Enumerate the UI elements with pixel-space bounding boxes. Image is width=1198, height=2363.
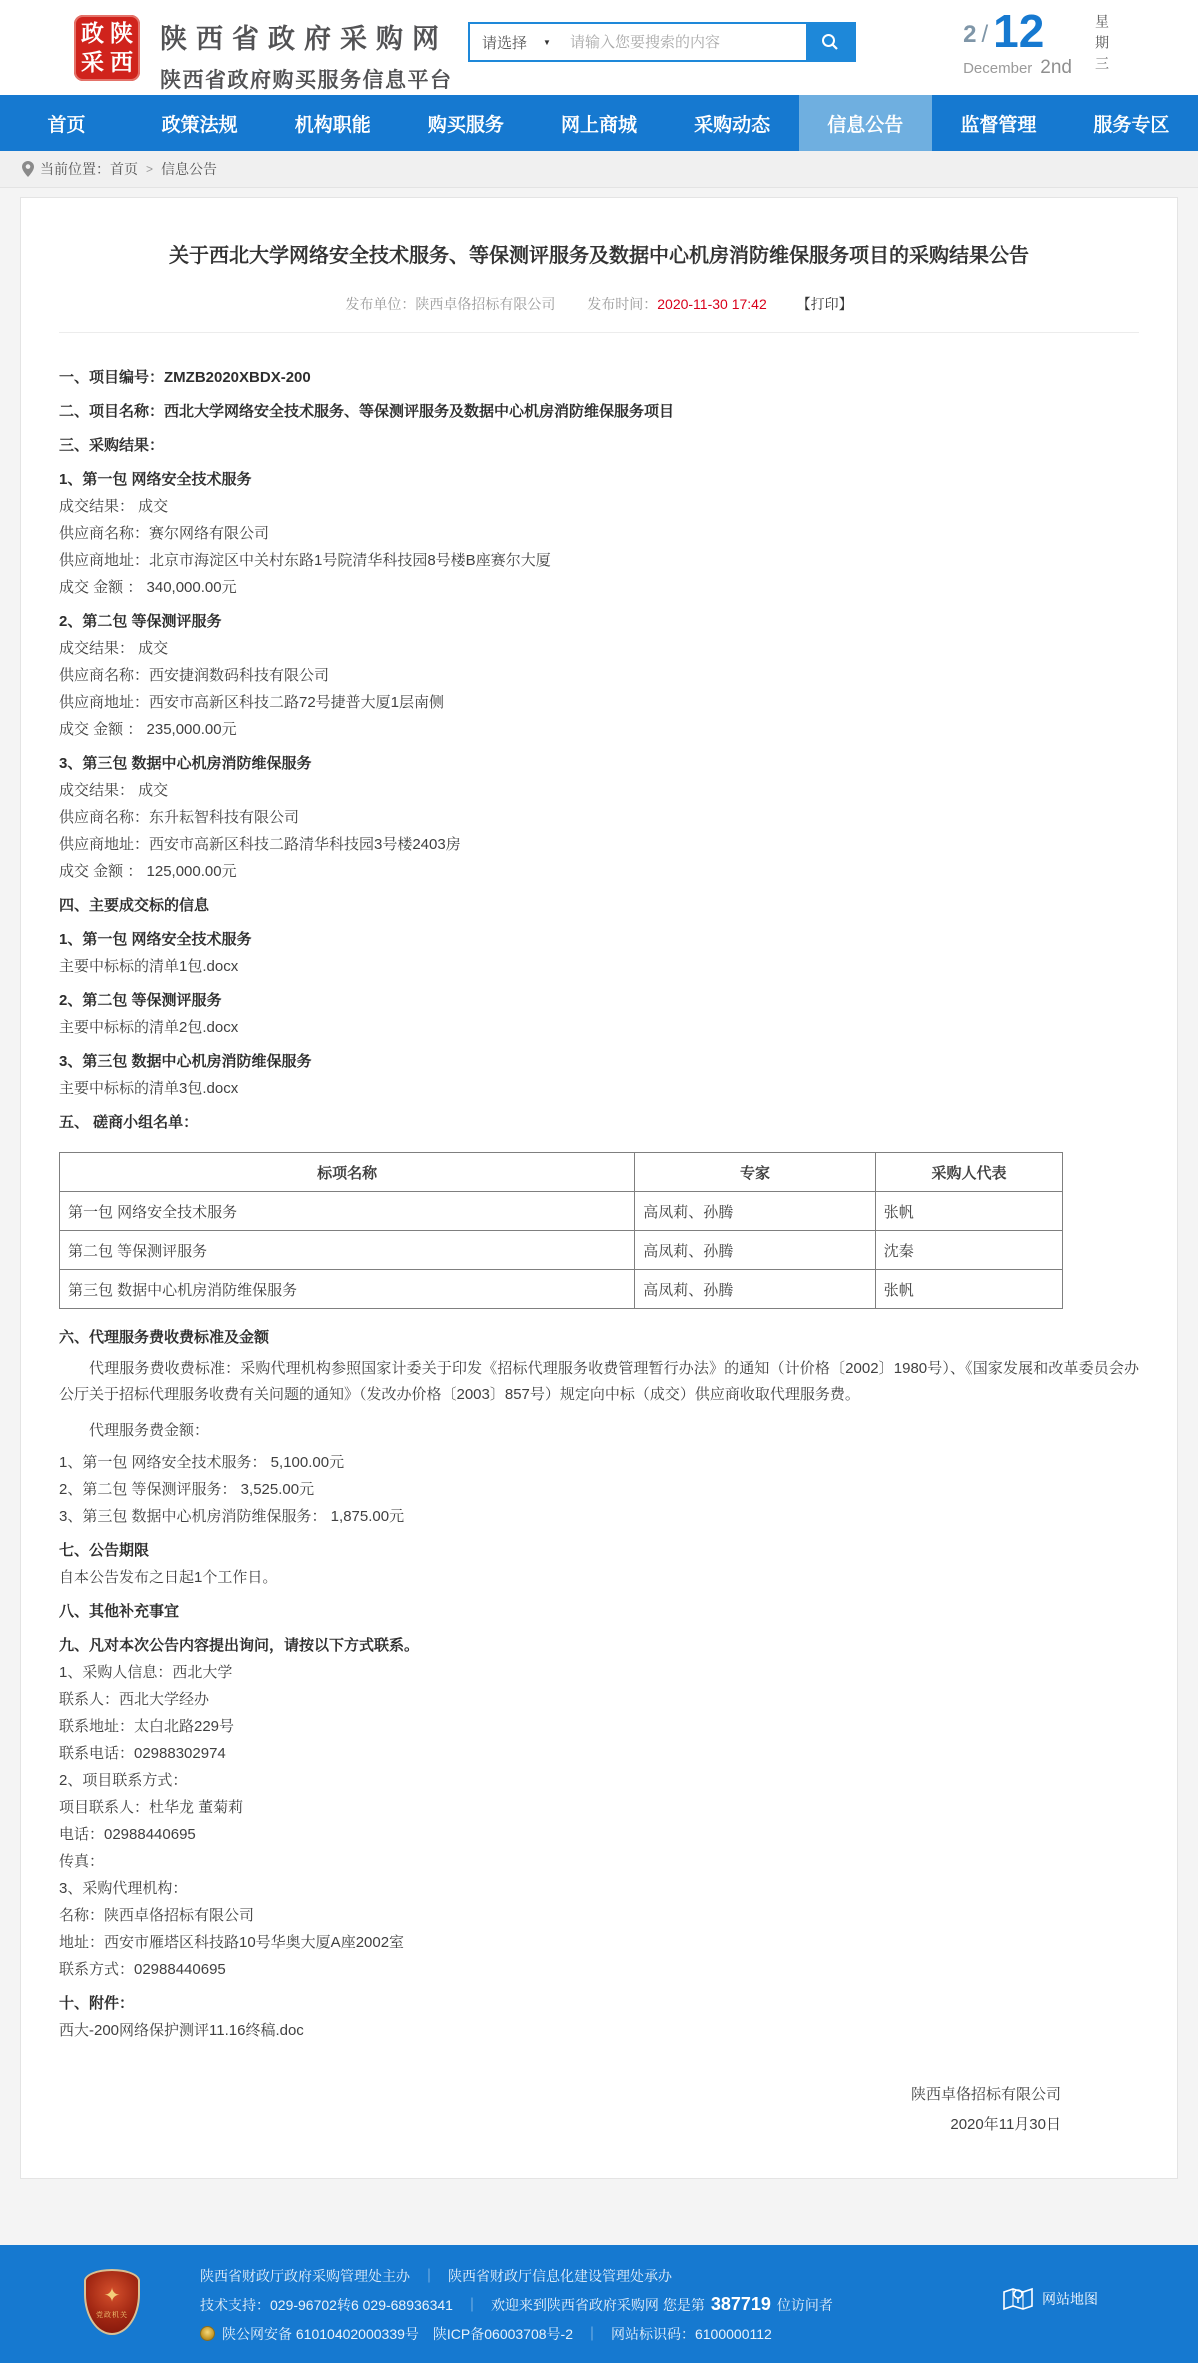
footer-visitor-suffix: 位访问者 bbox=[776, 2296, 833, 2313]
date-ordinal: 2nd bbox=[1040, 57, 1072, 78]
cell-lot-name: 第三包 数据中心机房消防维保服务 bbox=[60, 1270, 635, 1309]
nav-item[interactable]: 网上商城 bbox=[560, 114, 637, 136]
cell-lot-name: 第二包 等保测评服务 bbox=[60, 1231, 635, 1270]
article-paragraph: 成交结果： 成交 bbox=[59, 782, 169, 799]
breadcrumb-current[interactable]: 信息公告 bbox=[161, 161, 218, 177]
sitemap-button[interactable] bbox=[1002, 2285, 1098, 2313]
seal-char: 采 bbox=[81, 49, 104, 75]
nav-item[interactable]: 首页 bbox=[47, 114, 86, 136]
article-paragraph: 电话：02988440695 bbox=[59, 1826, 196, 1843]
footer-separator: ｜ bbox=[422, 2267, 436, 2284]
article-paragraph: 自本公告发布之日起1个工作日。 bbox=[59, 1569, 278, 1586]
article-paragraph: 供应商名称：东升耘智科技有限公司 bbox=[59, 809, 300, 826]
nav-item[interactable]: 信息公告 bbox=[799, 95, 932, 151]
search-bar bbox=[468, 22, 856, 62]
search-category-select[interactable] bbox=[470, 24, 564, 60]
seal-char: 西 bbox=[110, 49, 133, 75]
shield-emblem-icon: ✦ bbox=[103, 2284, 121, 2307]
footer-line-1 bbox=[200, 2261, 833, 2290]
breadcrumb bbox=[0, 151, 1198, 188]
footer-undertaker-link[interactable]: 陕西省财政厅信息化建设管理处承办 bbox=[448, 2267, 672, 2284]
article-paragraph: 供应商地址：北京市海淀区中关村东路1号院清华科技园8号楼B座赛尔大厦 bbox=[59, 552, 551, 569]
publish-time-value: 2020-11-30 17:42 bbox=[657, 296, 767, 312]
table-body bbox=[60, 1192, 1063, 1309]
article-paragraph: 传真： bbox=[59, 1853, 105, 1870]
date-month-name: December bbox=[963, 60, 1033, 77]
cell-purchaser-rep: 沈秦 bbox=[875, 1231, 1063, 1270]
article-paragraph[interactable]: 主要中标标的清单3包.docx bbox=[59, 1080, 239, 1097]
cell-purchaser-rep: 张帆 bbox=[875, 1270, 1063, 1309]
site-footer bbox=[0, 2245, 1198, 2363]
seal-char: 政 bbox=[81, 20, 104, 46]
article-paragraph: 2、第二包 等保测评服务： 3,525.00元 bbox=[59, 1481, 315, 1498]
article-paragraph: 供应商名称：赛尔网络有限公司 bbox=[59, 525, 270, 542]
article-paragraph: 名称：陕西卓佫招标有限公司 bbox=[59, 1907, 255, 1924]
site-seal-logo bbox=[74, 15, 140, 81]
article-paragraph: 1、第一包 网络安全技术服务 bbox=[59, 471, 252, 488]
cell-purchaser-rep: 张帆 bbox=[875, 1192, 1063, 1231]
article-paragraph: 八、其他补充事宜 bbox=[59, 1603, 180, 1620]
nav-item[interactable]: 机构职能 bbox=[294, 114, 371, 136]
article-paragraph: 六、代理服务费收费标准及金额 bbox=[59, 1329, 270, 1346]
page-title: 关于西北大学网络安全技术服务、等保测评服务及数据中心机房消防维保服务项目的采购结果公告 bbox=[169, 245, 1029, 267]
chevron-down-icon: ▼ bbox=[543, 37, 551, 47]
signature-block bbox=[59, 2080, 1139, 2140]
article-sections-pre-table bbox=[59, 357, 1139, 1136]
site-title: 陕西省政府采购网 bbox=[160, 24, 448, 54]
table-header-cell: 采购人代表 bbox=[875, 1153, 1063, 1192]
print-button[interactable]: 【打印】 bbox=[796, 296, 853, 312]
shield-label: 党政机关 bbox=[96, 2311, 128, 2319]
table-header-row bbox=[60, 1153, 1063, 1192]
article-paragraph[interactable]: 主要中标标的清单2包.docx bbox=[59, 1019, 239, 1036]
cell-experts: 高凤莉、孙腾 bbox=[635, 1270, 876, 1309]
footer-tech-support: 技术支持：029-96702转6 029-68936341 bbox=[200, 2296, 453, 2313]
article-paragraph: 十、附件： bbox=[59, 1995, 135, 2012]
article-paragraph: 联系电话：02988302974 bbox=[59, 1745, 226, 1762]
footer-organizer-link[interactable]: 陕西省财政厅政府采购管理处主办 bbox=[200, 2267, 410, 2284]
article-paragraph: 联系方式：02988440695 bbox=[59, 1961, 226, 1978]
signature-date: 2020年11月30日 bbox=[950, 2116, 1061, 2133]
government-shield-logo bbox=[84, 2269, 140, 2335]
article-paragraph: 联系地址：太白北路229号 bbox=[59, 1718, 235, 1735]
article-paragraph: 联系人：西北大学经办 bbox=[59, 1691, 210, 1708]
cell-experts: 高凤莉、孙腾 bbox=[635, 1192, 876, 1231]
article-paragraph: 成交 金额 ： 235,000.00元 bbox=[59, 721, 237, 738]
article-paragraph: 1、第一包 网络安全技术服务： 5,100.00元 bbox=[59, 1454, 345, 1471]
table-row bbox=[60, 1270, 1063, 1309]
nav-item[interactable]: 政策法规 bbox=[161, 114, 238, 136]
article-paragraph: 四、主要成交标的信息 bbox=[59, 897, 210, 914]
breadcrumb-label: 当前位置： bbox=[40, 161, 110, 177]
footer-site-code: 网站标识码：6100000112 bbox=[610, 2325, 772, 2342]
article-paragraph: 一、项目编号：ZMZB2020XBDX-200 bbox=[59, 369, 311, 386]
visitor-count: 387719 bbox=[710, 2294, 771, 2314]
footer-separator: ｜ bbox=[584, 2325, 599, 2342]
date-widget bbox=[963, 5, 1152, 79]
search-icon bbox=[820, 32, 840, 52]
evaluation-panel-table bbox=[59, 1152, 1063, 1309]
site-subtitle: 陕西省政府购买服务信息平台 bbox=[160, 69, 453, 92]
footer-text-block bbox=[200, 2261, 833, 2348]
search-select-label: 请选择 bbox=[482, 34, 528, 52]
article-paragraph: 地址：西安市雁塔区科技路10号华奥大厦A座2002室 bbox=[59, 1934, 405, 1951]
article-paragraph: 1、采购人信息：西北大学 bbox=[59, 1664, 233, 1681]
article-paragraph: 3、第三包 数据中心机房消防维保服务 bbox=[59, 1053, 312, 1070]
article-paragraph: 成交结果： 成交 bbox=[59, 640, 169, 657]
site-header bbox=[0, 0, 1198, 95]
article-meta bbox=[59, 294, 1139, 333]
article-paragraph: 2、项目联系方式： bbox=[59, 1772, 188, 1789]
article-paragraph[interactable]: 主要中标标的清单1包.docx bbox=[59, 958, 239, 975]
article-paragraph: 代理服务费收费标准：采购代理机构参照国家计委关于印发《招标代理服务收费管理暂行办法》的通知（计价格〔2002〕1980号）、《国家发展和改革委员会办公厅关于招标代理服务收费有关问题的通知》（发改办价格〔2003〕857号）规定向中标（成交）供应商收取代理服务费。 bbox=[59, 1360, 1139, 1403]
table-header-cell: 标项名称 bbox=[60, 1153, 635, 1192]
article-paragraph: 成交 金额 ： 340,000.00元 bbox=[59, 579, 237, 596]
article-paragraph: 项目联系人：杜华龙 董菊莉 bbox=[59, 1799, 244, 1816]
footer-beian-link[interactable]: 陕公网安备 61010402000339号 bbox=[222, 2325, 419, 2342]
nav-item[interactable]: 监督管理 bbox=[960, 114, 1037, 136]
nav-item[interactable]: 购买服务 bbox=[427, 114, 504, 136]
table-row bbox=[60, 1192, 1063, 1231]
location-pin-icon bbox=[22, 161, 34, 177]
article-paragraph: 3、第三包 数据中心机房消防维保服务： 1,875.00元 bbox=[59, 1508, 405, 1525]
footer-line-3 bbox=[200, 2319, 833, 2348]
sitemap-map-icon bbox=[1002, 2285, 1034, 2313]
article-paragraph: 成交结果： 成交 bbox=[59, 498, 169, 515]
article-paragraph: 3、第三包 数据中心机房消防维保服务 bbox=[59, 755, 312, 772]
article-paragraph: 2、第二包 等保测评服务 bbox=[59, 992, 222, 1009]
article-paragraph: 1、第一包 网络安全技术服务 bbox=[59, 931, 252, 948]
table-header-cell: 专家 bbox=[635, 1153, 876, 1192]
breadcrumb-home[interactable]: 首页 bbox=[110, 161, 138, 177]
site-titles bbox=[160, 17, 453, 94]
article-paragraph[interactable]: 西大-200网络保护测评11.16终稿.doc bbox=[59, 2022, 304, 2039]
date-subline bbox=[963, 57, 1072, 79]
publish-unit-value: 陕西卓佫招标有限公司 bbox=[415, 296, 556, 312]
table-row bbox=[60, 1231, 1063, 1270]
article-paragraph: 供应商名称：西安捷润数码科技有限公司 bbox=[59, 667, 330, 684]
search-input[interactable] bbox=[564, 24, 806, 60]
publish-unit-label: 发布单位： bbox=[345, 296, 416, 312]
article-paragraph: 供应商地址：西安市高新区科技二路72号捷普大厦1层南侧 bbox=[59, 694, 445, 711]
article-paragraph: 成交 金额 ： 125,000.00元 bbox=[59, 863, 237, 880]
police-badge-icon bbox=[200, 2326, 215, 2341]
article-paragraph: 五、 磋商小组名单： bbox=[59, 1114, 199, 1131]
signature-company: 陕西卓佫招标有限公司 bbox=[910, 2086, 1061, 2103]
date-month-number: 12 bbox=[993, 5, 1045, 57]
footer-icp-link[interactable]: 陕ICP备06003708号-2 bbox=[432, 2325, 573, 2342]
main-nav bbox=[0, 95, 1198, 151]
announcement-card bbox=[20, 197, 1178, 2179]
publish-time-label: 发布时间： bbox=[587, 296, 658, 312]
nav-item[interactable]: 采购动态 bbox=[694, 114, 771, 136]
footer-separator: ｜ bbox=[464, 2296, 479, 2313]
sitemap-label: 网站地图 bbox=[1042, 2291, 1098, 2307]
article-paragraph: 供应商地址：西安市高新区科技二路清华科技园3号楼2403房 bbox=[59, 836, 461, 853]
article-paragraph: 代理服务费金额： bbox=[89, 1422, 210, 1439]
breadcrumb-separator: > bbox=[146, 162, 154, 176]
footer-line-2 bbox=[200, 2290, 833, 2319]
date-weekday: 星期三 bbox=[1094, 14, 1110, 77]
date-day: 2 bbox=[963, 21, 977, 48]
search-button[interactable] bbox=[806, 24, 854, 60]
article-paragraph: 二、项目名称：西北大学网络安全技术服务、等保测评服务及数据中心机房消防维保服务项目 bbox=[59, 403, 675, 420]
article-paragraph: 七、公告期限 bbox=[59, 1542, 150, 1559]
nav-item[interactable]: 服务专区 bbox=[1093, 114, 1170, 136]
article-paragraph: 2、第二包 等保测评服务 bbox=[59, 613, 222, 630]
cell-experts: 高凤莉、孙腾 bbox=[635, 1231, 876, 1270]
article-paragraph: 3、采购代理机构： bbox=[59, 1880, 188, 1897]
article-body bbox=[59, 357, 1139, 2140]
footer-welcome-text: 欢迎来到陕西省政府采购网 您是第 bbox=[490, 2296, 705, 2313]
cell-lot-name: 第一包 网络安全技术服务 bbox=[60, 1192, 635, 1231]
article-paragraph: 三、采购结果： bbox=[59, 437, 165, 454]
date-slash: / bbox=[981, 21, 989, 48]
article-sections-post-table bbox=[59, 1317, 1139, 2044]
article-paragraph: 九、凡对本次公告内容提出询问，请按以下方式联系。 bbox=[59, 1637, 420, 1654]
seal-char: 陕 bbox=[110, 20, 133, 46]
